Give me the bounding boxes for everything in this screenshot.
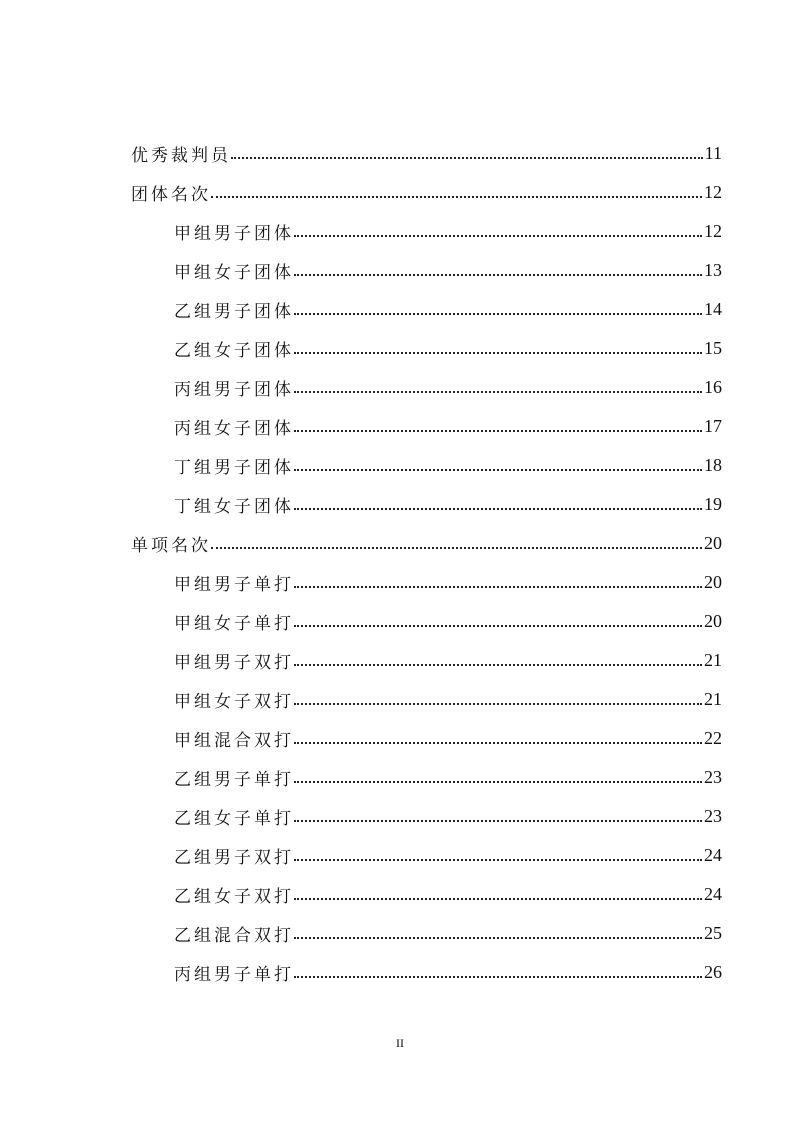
toc-entry[interactable] bbox=[0, 251, 800, 290]
toc-entry-page-number: 20 bbox=[704, 611, 722, 631]
page-number-footer: II bbox=[396, 1036, 404, 1050]
dot-leader bbox=[294, 820, 702, 822]
toc-entry[interactable] bbox=[0, 407, 800, 446]
toc-entry-row bbox=[174, 875, 722, 914]
dot-leader bbox=[294, 430, 702, 432]
toc-entry[interactable] bbox=[0, 524, 800, 563]
toc-entry-row bbox=[174, 407, 722, 446]
toc-entry[interactable] bbox=[0, 836, 800, 875]
toc-entry-title: 乙组混合双打 bbox=[174, 926, 294, 946]
toc-entry[interactable] bbox=[0, 290, 800, 329]
toc-entry-title: 甲组女子单打 bbox=[174, 614, 294, 634]
toc-entry-row bbox=[174, 251, 722, 290]
dot-leader bbox=[294, 898, 702, 900]
toc-entry-row bbox=[174, 719, 722, 758]
toc-entry[interactable] bbox=[0, 329, 800, 368]
toc-entry-row bbox=[174, 914, 722, 953]
toc-entry-row bbox=[131, 173, 722, 212]
toc-entry-page-number: 16 bbox=[704, 377, 722, 397]
toc-entry-title: 甲组男子双打 bbox=[174, 653, 294, 673]
toc-entry-page-number: 17 bbox=[704, 416, 722, 436]
toc-entry-row bbox=[131, 134, 722, 173]
toc-entry[interactable] bbox=[0, 212, 800, 251]
toc-entry-title: 丙组女子团体 bbox=[174, 419, 294, 439]
dot-leader bbox=[294, 703, 702, 705]
toc-entry-page-number: 13 bbox=[704, 260, 722, 280]
dot-leader bbox=[294, 625, 702, 627]
dot-leader bbox=[294, 781, 702, 783]
toc-entry[interactable] bbox=[0, 953, 800, 992]
toc-entry-title: 丙组男子团体 bbox=[174, 380, 294, 400]
toc-entry-title: 乙组男子团体 bbox=[174, 302, 294, 322]
toc-entry-page-number: 14 bbox=[704, 299, 722, 319]
toc-entry[interactable] bbox=[0, 563, 800, 602]
toc-entry-title: 甲组女子双打 bbox=[174, 692, 294, 712]
toc-entry-row bbox=[174, 485, 722, 524]
toc-entry-row bbox=[131, 524, 722, 563]
table-of-contents bbox=[0, 134, 800, 992]
toc-entry[interactable] bbox=[0, 602, 800, 641]
dot-leader bbox=[294, 976, 702, 978]
toc-entry-title: 乙组女子团体 bbox=[174, 341, 294, 361]
toc-entry-row bbox=[174, 212, 722, 251]
toc-entry-page-number: 24 bbox=[704, 845, 722, 865]
toc-entry[interactable] bbox=[0, 173, 800, 212]
toc-entry-title: 甲组男子单打 bbox=[174, 575, 294, 595]
dot-leader bbox=[294, 664, 702, 666]
toc-entry[interactable] bbox=[0, 680, 800, 719]
dot-leader bbox=[294, 937, 702, 939]
toc-entry-row bbox=[174, 641, 722, 680]
toc-entry-title: 丁组男子团体 bbox=[174, 458, 294, 478]
toc-entry-page-number: 21 bbox=[704, 650, 722, 670]
toc-entry-title: 丙组男子单打 bbox=[174, 965, 294, 985]
dot-leader bbox=[294, 508, 702, 510]
toc-entry-page-number: 18 bbox=[704, 455, 722, 475]
toc-entry-title: 乙组女子单打 bbox=[174, 809, 294, 829]
dot-leader bbox=[211, 547, 702, 549]
toc-entry[interactable] bbox=[0, 875, 800, 914]
toc-entry-row bbox=[174, 329, 722, 368]
toc-entry[interactable] bbox=[0, 641, 800, 680]
dot-leader bbox=[294, 313, 702, 315]
dot-leader bbox=[294, 352, 702, 354]
toc-entry-page-number: 11 bbox=[704, 143, 722, 163]
toc-entry-page-number: 25 bbox=[704, 923, 722, 943]
toc-entry-page-number: 21 bbox=[704, 689, 722, 709]
toc-entry-page-number: 12 bbox=[704, 182, 722, 202]
toc-entry[interactable] bbox=[0, 914, 800, 953]
toc-entry-title: 甲组男子团体 bbox=[174, 224, 294, 244]
toc-entry-page-number: 15 bbox=[704, 338, 722, 358]
toc-entry[interactable] bbox=[0, 134, 800, 173]
toc-entry[interactable] bbox=[0, 485, 800, 524]
dot-leader bbox=[231, 157, 703, 159]
toc-entry-page-number: 23 bbox=[704, 806, 722, 826]
toc-entry-title: 乙组男子双打 bbox=[174, 848, 294, 868]
dot-leader bbox=[294, 859, 702, 861]
toc-entry-title: 甲组女子团体 bbox=[174, 263, 294, 283]
toc-entry-page-number: 23 bbox=[704, 767, 722, 787]
toc-entry-page-number: 12 bbox=[704, 221, 722, 241]
toc-entry-title: 优秀裁判员 bbox=[131, 146, 231, 166]
toc-entry-page-number: 24 bbox=[704, 884, 722, 904]
toc-entry-row bbox=[174, 836, 722, 875]
toc-entry[interactable] bbox=[0, 719, 800, 758]
toc-entry[interactable] bbox=[0, 797, 800, 836]
toc-entry-row bbox=[174, 368, 722, 407]
toc-entry[interactable] bbox=[0, 446, 800, 485]
toc-entry[interactable] bbox=[0, 758, 800, 797]
dot-leader bbox=[294, 742, 702, 744]
toc-entry-row bbox=[174, 953, 722, 992]
dot-leader bbox=[211, 196, 702, 198]
toc-entry-title: 丁组女子团体 bbox=[174, 497, 294, 517]
toc-entry-title: 乙组男子单打 bbox=[174, 770, 294, 790]
toc-entry-row bbox=[174, 797, 722, 836]
toc-entry-page-number: 26 bbox=[704, 962, 722, 982]
toc-entry-page-number: 19 bbox=[704, 494, 722, 514]
toc-entry-title: 单项名次 bbox=[131, 536, 211, 556]
dot-leader bbox=[294, 235, 702, 237]
toc-entry-row bbox=[174, 602, 722, 641]
dot-leader bbox=[294, 274, 702, 276]
toc-entry-page-number: 20 bbox=[704, 533, 722, 553]
toc-entry-row bbox=[174, 680, 722, 719]
dot-leader bbox=[294, 469, 702, 471]
toc-entry-row bbox=[174, 290, 722, 329]
toc-entry-row bbox=[174, 446, 722, 485]
dot-leader bbox=[294, 586, 702, 588]
toc-entry-page-number: 22 bbox=[704, 728, 722, 748]
toc-entry-title: 团体名次 bbox=[131, 185, 211, 205]
toc-entry[interactable] bbox=[0, 368, 800, 407]
toc-entry-row bbox=[174, 758, 722, 797]
toc-entry-row bbox=[174, 563, 722, 602]
toc-entry-page-number: 20 bbox=[704, 572, 722, 592]
toc-entry-title: 甲组混合双打 bbox=[174, 731, 294, 751]
toc-entry-title: 乙组女子双打 bbox=[174, 887, 294, 907]
dot-leader bbox=[294, 391, 702, 393]
